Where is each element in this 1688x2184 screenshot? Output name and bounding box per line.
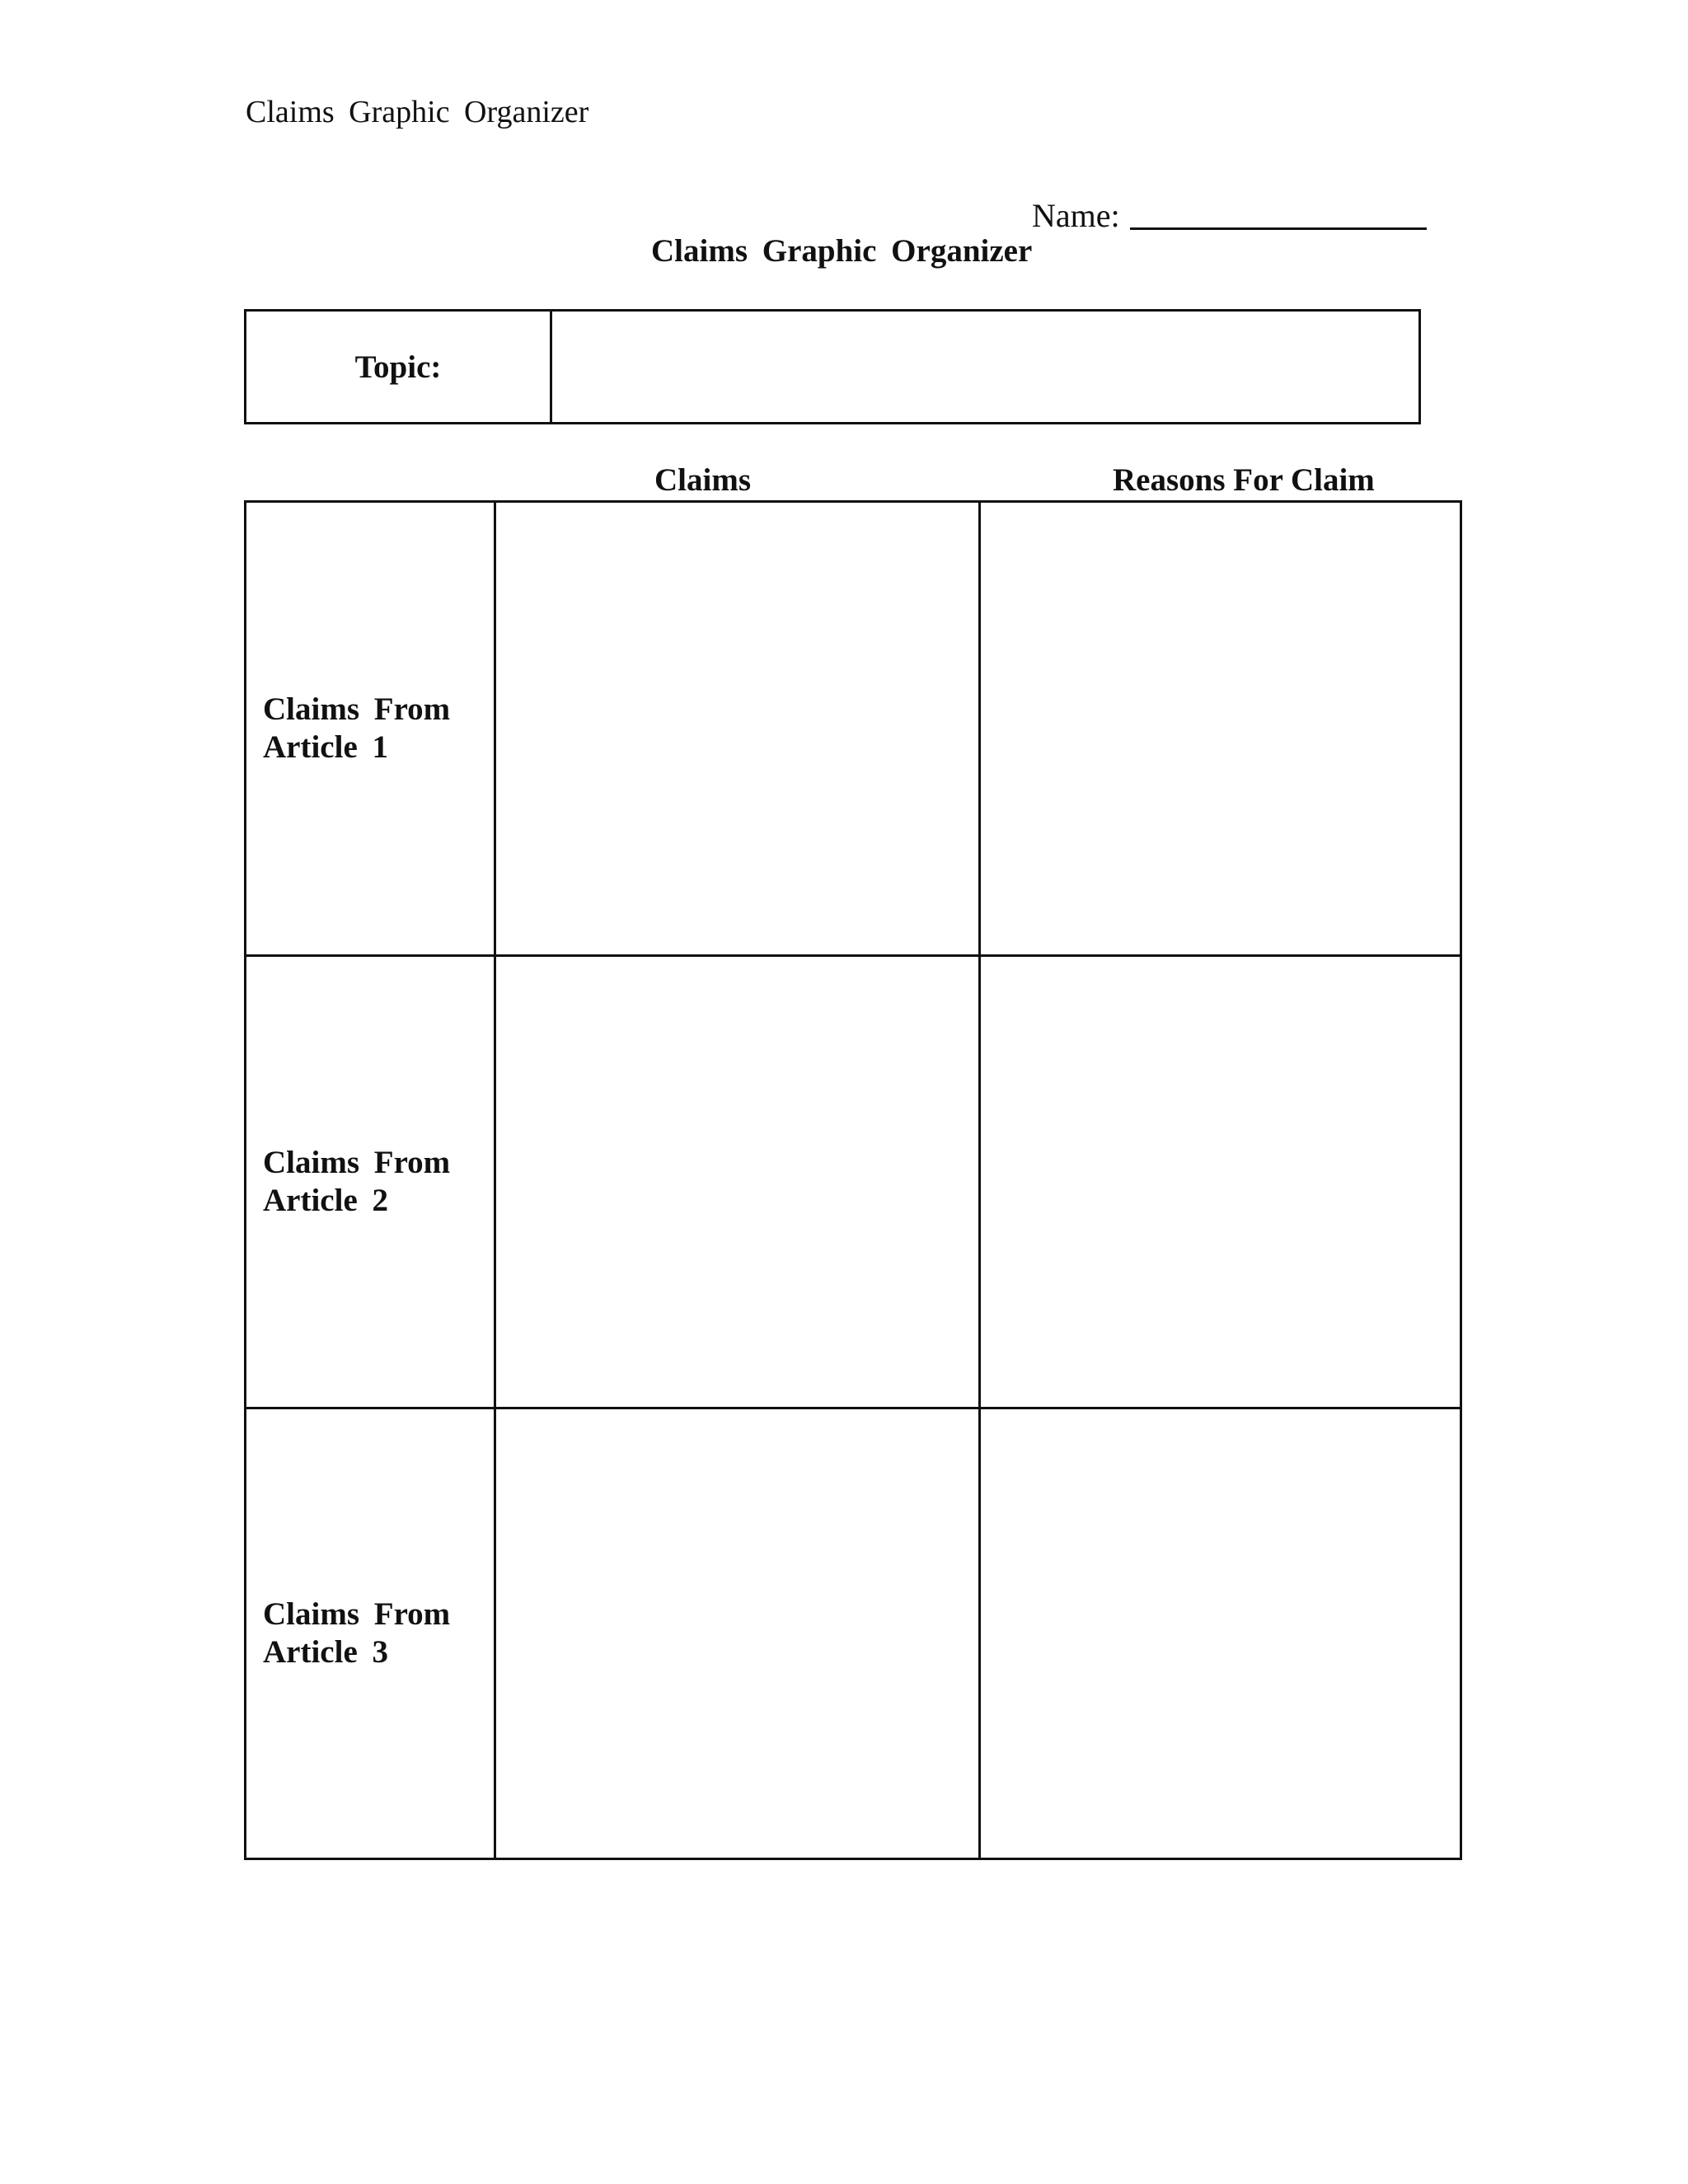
name-blank-line[interactable] bbox=[1130, 194, 1427, 230]
row-label-line: Claims From bbox=[263, 691, 451, 727]
name-label: Name: bbox=[1032, 197, 1120, 234]
claims-cell-article-3[interactable] bbox=[496, 1409, 981, 1858]
row-label-article-1 bbox=[246, 503, 496, 957]
row-label-line: Article 2 bbox=[263, 1183, 389, 1218]
row-label-line: Article 1 bbox=[263, 729, 389, 765]
column-header-reasons: Reasons For Claim bbox=[1113, 462, 1375, 498]
topic-box bbox=[244, 309, 1421, 424]
row-label-line: Article 3 bbox=[263, 1634, 389, 1670]
reasons-cell-article-3[interactable] bbox=[981, 1409, 1460, 1858]
column-header-claims: Claims bbox=[654, 462, 751, 498]
name-field bbox=[1032, 194, 1427, 235]
claims-cell-article-2[interactable] bbox=[496, 957, 981, 1409]
reasons-cell-article-2[interactable] bbox=[981, 957, 1460, 1409]
claims-table bbox=[244, 500, 1462, 1860]
claims-cell-article-1[interactable] bbox=[496, 503, 981, 957]
header-title: Claims Graphic Organizer bbox=[246, 95, 589, 129]
document-title: Claims Graphic Organizer bbox=[651, 233, 1033, 269]
row-label-article-2 bbox=[246, 957, 496, 1409]
row-label-line: Claims From bbox=[263, 1145, 451, 1180]
topic-input-cell[interactable] bbox=[552, 312, 1418, 422]
row-label-article-3 bbox=[246, 1409, 496, 1858]
row-label-line: Claims From bbox=[263, 1596, 451, 1632]
reasons-cell-article-1[interactable] bbox=[981, 503, 1460, 957]
topic-label: Topic: bbox=[246, 312, 552, 422]
